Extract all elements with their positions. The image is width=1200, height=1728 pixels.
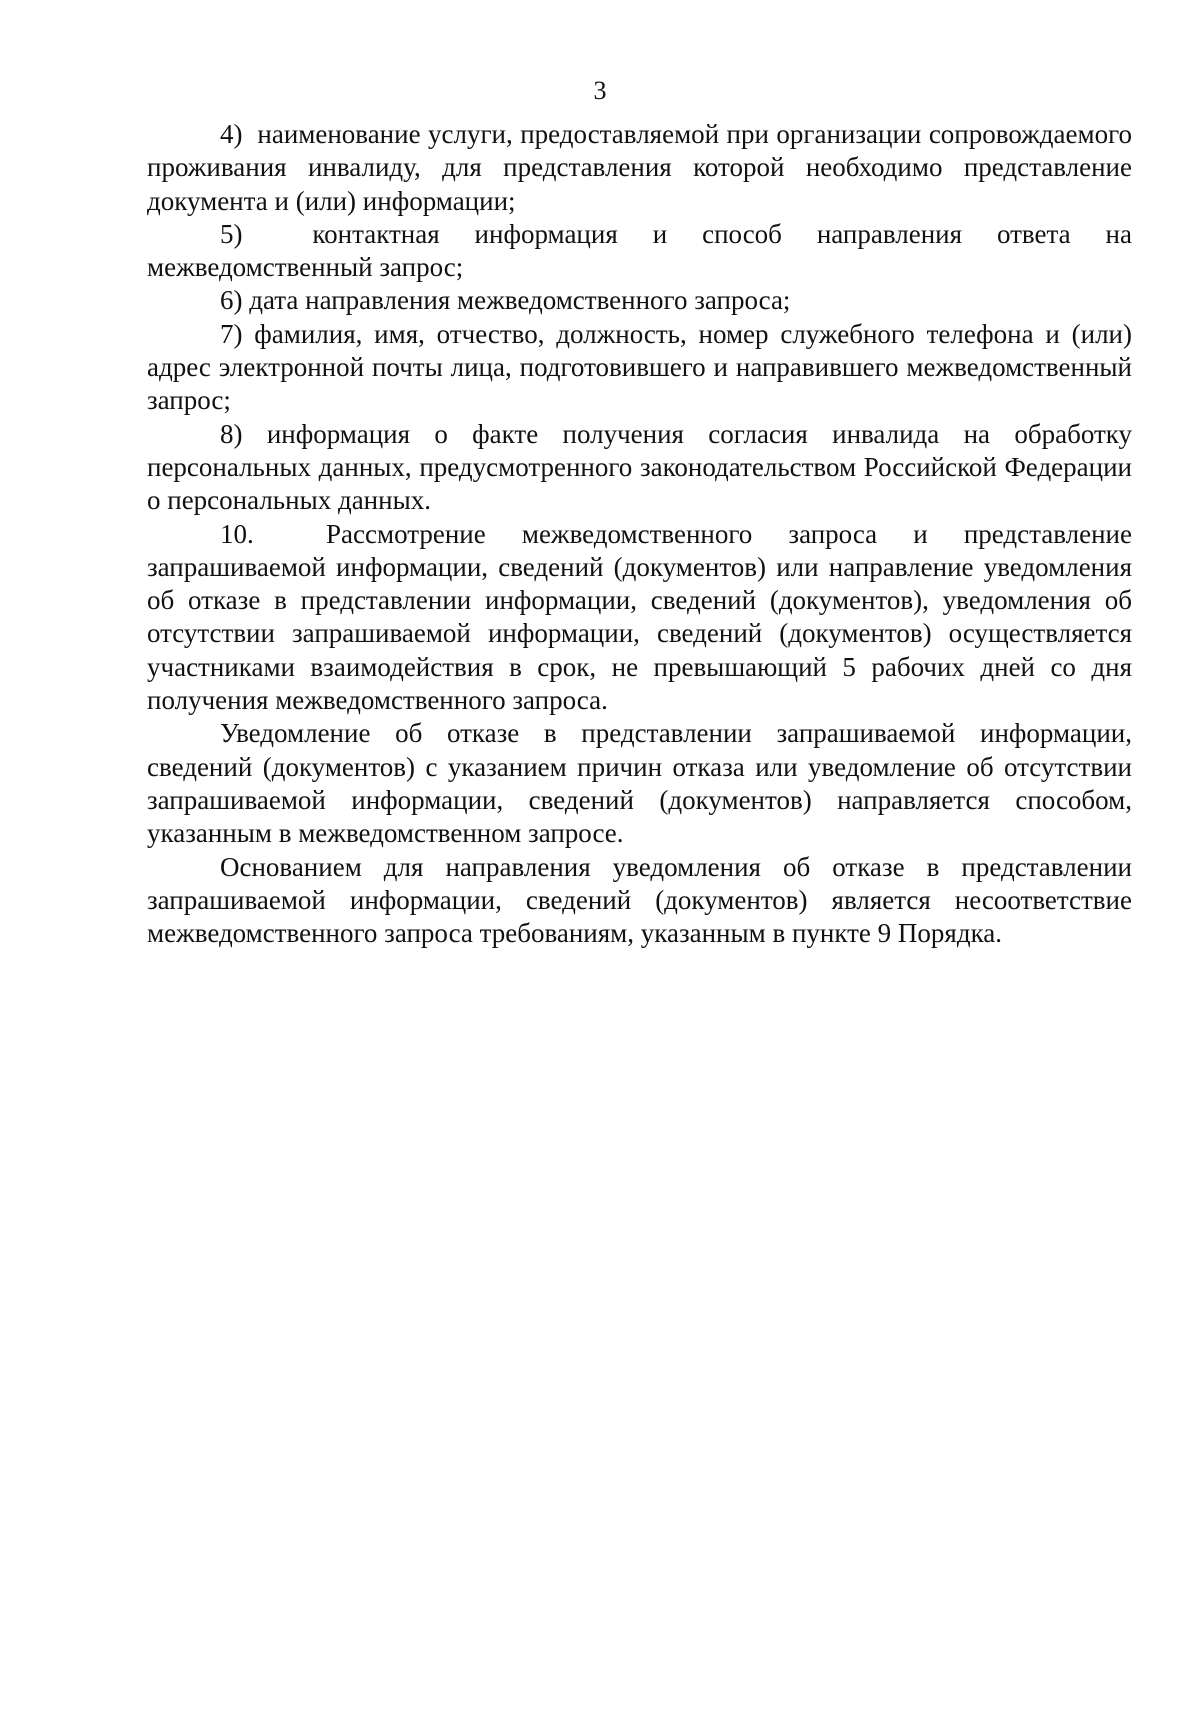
document-body xyxy=(147,118,1132,950)
list-item-6: 6) дата направления межведомственного запроса; xyxy=(220,285,791,316)
clause-10-paragraph-2: Уведомление об отказе в представлении запрашиваемой информации, сведений (документов) с указанием причин отказа или уведомление об отсутствии запрашиваемой информации, сведений (документов) направляется способом, указанным в межведомственном запросе. xyxy=(147,718,1132,849)
list-item-8: 8) информация о факте получения согласия инвалида на обработку персональных данных, предусмотренного законодательством Российской Федерации о персональных данных. xyxy=(147,418,1132,516)
list-item-5: 5) контактная информация и способ направления ответа на межведомственный запрос; xyxy=(147,218,1132,283)
clause-10-paragraph-3: Основанием для направления уведомления об отказе в представлении запрашиваемой информации, сведений (документов) является несоответствие межведомственного запроса требованиям, указанным в пункте 9 Порядка. xyxy=(147,851,1132,949)
clause-10: 10. Рассмотрение межведомственного запроса и представление запрашиваемой информации, сведений (документов) или направление уведомления об отказе в представлении информации, сведений (документов), уведомления об отсутствии запрашиваемой информации, сведений (документов) осуществляется участниками взаимодействия в срок, не превышающий 5 рабочих дней со дня получения межведомственного запроса. xyxy=(147,518,1132,716)
list-item-7: 7) фамилия, имя, отчество, должность, номер служебного телефона и (или) адрес электронной почты лица, подготовившего и направившего межведомственный запрос; xyxy=(147,318,1132,416)
list-item-4: 4) наименование услуги, предоставляемой при организации сопровождаемого проживания инвалиду, для представления которой необходимо представление документа и (или) информации; xyxy=(147,119,1132,216)
page-number: 3 xyxy=(593,76,607,105)
